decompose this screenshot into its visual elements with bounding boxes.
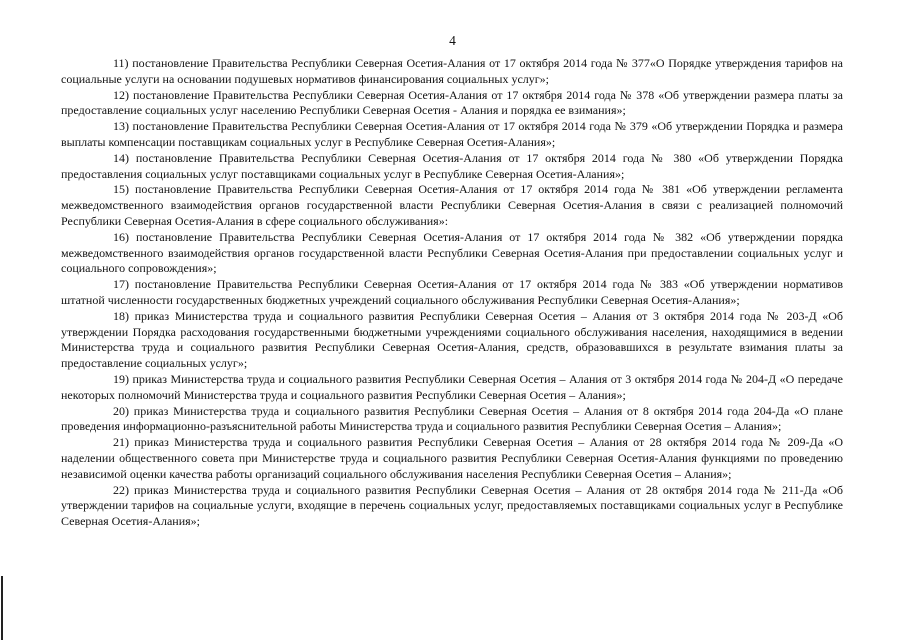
- scan-edge-mark: [1, 576, 3, 640]
- list-item: 15) постановление Правительства Республики Северная Осетия-Алания от 17 октября 2014 года № 381 «Об утверждении регламента межведомственного взаимодействия органов государственной власти Республики Северная Осетия-Алания в связи с реализацией полномочий Республики Северная Осетия-Алания в сфере социального обслуживания»:: [61, 182, 843, 228]
- list-item: 19) приказ Министерства труда и социального развития Республики Северная Осетия – Алания от 3 октября 2014 года № 204-Д «О передаче некоторых полномочий Министерства труда и социального развития Республики Северная Осетия – Алания»;: [61, 371, 843, 402]
- list-item: 13) постановление Правительства Республики Северная Осетия-Алания от 17 октября 2014 года № 379 «Об утверждении Порядка и размера выплаты компенсации поставщикам социальных услуг в Республике Северная Осетия-Алания»;: [61, 119, 843, 149]
- list-item: 21) приказ Министерства труда и социального развития Республики Северная Осетия – Алания от 28 октября 2014 года № 209-Да «О наделении общественного совета при Министерстве труда и социального развития Республики Северная Осетия-Алания функциями по проведению независимой оценки качества работы организаций социального обслуживания населения Республики Северная Осетия – Алания»;: [61, 435, 843, 481]
- list-item: 12) постановление Правительства Республики Северная Осетия-Алания от 17 октября 2014 года № 378 «Об утверждении размера платы за предоставление социальных услуг населению Республики Северная Осетия - Алания и порядка ее взимания»;: [61, 87, 843, 118]
- list-item: 20) приказ Министерства труда и социального развития Республики Северная Осетия – Алания от 8 октября 2014 года 204-Да «О плане проведения информационно-разъяснительной работы Министерства труда и социального развития Республики Северная Осетия – Алания»;: [61, 403, 843, 434]
- page-number: 4: [449, 33, 456, 48]
- list-item: 14) постановление Правительства Республики Северная Осетия-Алания от 17 октября 2014 года № 380 «Об утверждении Порядка предоставления социальных услуг поставщиками социальных услуг в Республике Северная Осетия-Алания»;: [61, 150, 843, 181]
- list-item: 11) постановление Правительства Республики Северная Осетия-Алания от 17 октября 2014 года № 377«О Порядке утверждения тарифов на социальные услуги на основании подушевых нормативов финансирования социальных услуг»;: [61, 56, 843, 86]
- list-item: 18) приказ Министерства труда и социального развития Республики Северная Осетия – Алания от 3 октября 2014 года № 203-Д «Об утверждении Порядка расходования государственными бюджетными учреждениями социального обслуживания населения, находящимися в ведении Министерства труда и социального развития Республики Северная Осетия-Алания, средств, образовавшихся в результате взимания платы за предоставление социальных услуг»;: [61, 308, 843, 371]
- list-item: 16) постановление Правительства Республики Северная Осетия-Алания от 17 октября 2014 года № 382 «Об утверждении порядка межведомственного взаимодействия органов государственной власти Республики Северная Осетия-Алания при предоставлении социальных услуг и социального сопровождения»;: [61, 229, 843, 276]
- list-item: 17) постановление Правительства Республики Северная Осетия-Алания от 17 октября 2014 года № 383 «Об утверждении нормативов штатной численности государственных бюджетных учреждений социального обслуживания Республики Северная Осетия-Алания»;: [61, 277, 843, 307]
- list-item: 22) приказ Министерства труда и социального развития Республики Северная Осетия – Алания от 28 октября 2014 года № 211-Да «Об утверждении тарифов на социальные услуги, входящие в перечень социальных услуг, предоставляемых поставщиками социальных услуг в Республике Северная Осетия-Алания»;: [61, 482, 843, 529]
- document-body: [61, 56, 843, 530]
